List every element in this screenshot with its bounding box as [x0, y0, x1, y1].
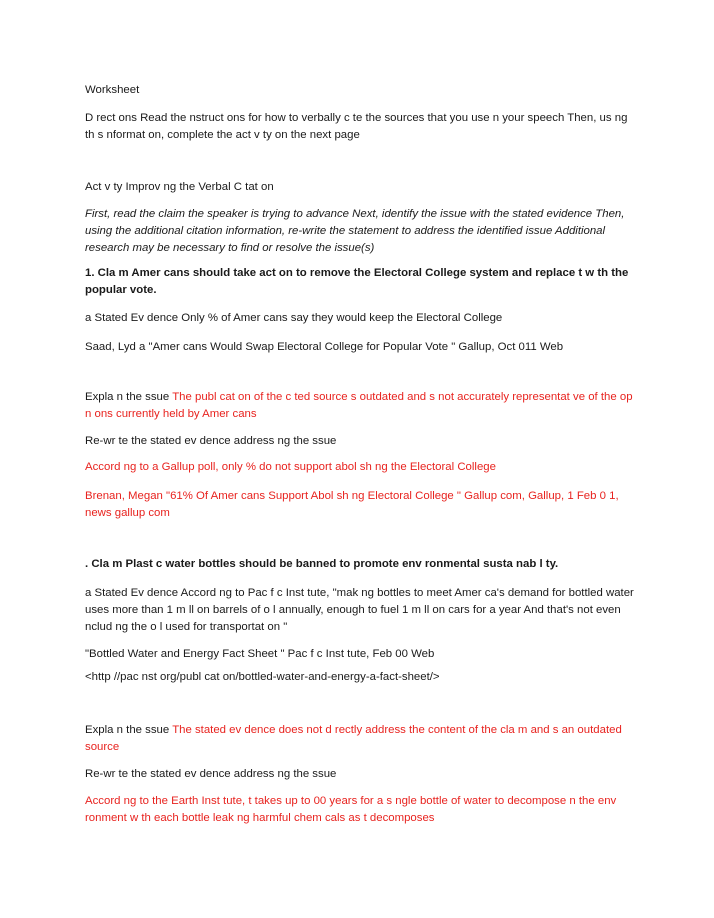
claim-2-rewrite-label: Re-wr te the stated ev dence address ng the ssue	[85, 768, 337, 780]
claim-1-rewrite-label: Re-wr te the stated ev dence address ng the ssue	[85, 435, 337, 447]
claim-1-rewrite-answer: Accord ng to a Gallup poll, only % do not support abol sh ng the Electoral College	[85, 461, 496, 473]
explain-issue-answer: The publ cat on of the c ted source s outdated and s not accurately representat ve of the op n ons currently held by Amer cans	[85, 391, 633, 420]
claim-1-explain-issue	[85, 389, 640, 423]
claim-1-stated-evidence: a Stated Ev dence Only % of Amer cans say they would keep the Electoral College	[85, 312, 503, 324]
activity-instructions: First, read the claim the speaker is trying to advance Next, identify the issue with the stated evidence Then, using the additional citation information, re-write the statement to address the identified issue Additional research may be necessary to find or resolve the issue(s)	[85, 208, 625, 254]
claim-2-stated-evidence: a Stated Ev dence Accord ng to Pac f c Inst tute, "mak ng bottles to meet Amer ca's demand for bottled water uses more than 1 m ll on barrels of o l annually, enough to fuel 1 m ll on cars for a year And that's not even nclud ng the o l used for transportat on "	[85, 587, 634, 633]
claim-2-explain-issue	[85, 722, 640, 756]
directions-text: D rect ons Read the nstruct ons for how to verbally c te the sources that you use n your speech Then, us ng th s nformat on, complete the act v ty on the next page	[85, 112, 628, 141]
claim-2-rewrite-answer: Accord ng to the Earth Inst tute, t takes up to 00 years for a s ngle bottle of water to decompose n the env ronment w th each bottle leak ng harmful chem cals as t decomposes	[85, 795, 617, 824]
claim-2: . Cla m Plast c water bottles should be banned to promote env ronmental susta nab l ty.	[85, 558, 559, 570]
explain-issue-answer: The stated ev dence does not d rectly address the content of the cla m and s an outdated source	[85, 724, 622, 753]
claim-1: 1. Cla m Amer cans should take act on to remove the Electoral College system and replace t w th the popular vote.	[85, 267, 629, 296]
worksheet-title: Worksheet	[85, 84, 140, 96]
activity-heading: Act v ty Improv ng the Verbal C tat on	[85, 181, 274, 193]
claim-2-citation: "Bottled Water and Energy Fact Sheet " Pac f c Inst tute, Feb 00 Web	[85, 648, 435, 660]
claim-1-new-citation: Brenan, Megan "61% Of Amer cans Support Abol sh ng Electoral College " Gallup com, Gallup, 1 Feb 0 1, news gallup com	[85, 490, 619, 519]
explain-issue-label: Expla n the ssue	[85, 391, 173, 403]
claim-1-citation: Saad, Lyd a "Amer cans Would Swap Electoral College for Popular Vote " Gallup, Oct 011 Web	[85, 341, 564, 353]
explain-issue-label: Expla n the ssue	[85, 724, 173, 736]
claim-2-url: <http //pac nst org/publ cat on/bottled-water-and-energy-a-fact-sheet/>	[85, 671, 440, 683]
